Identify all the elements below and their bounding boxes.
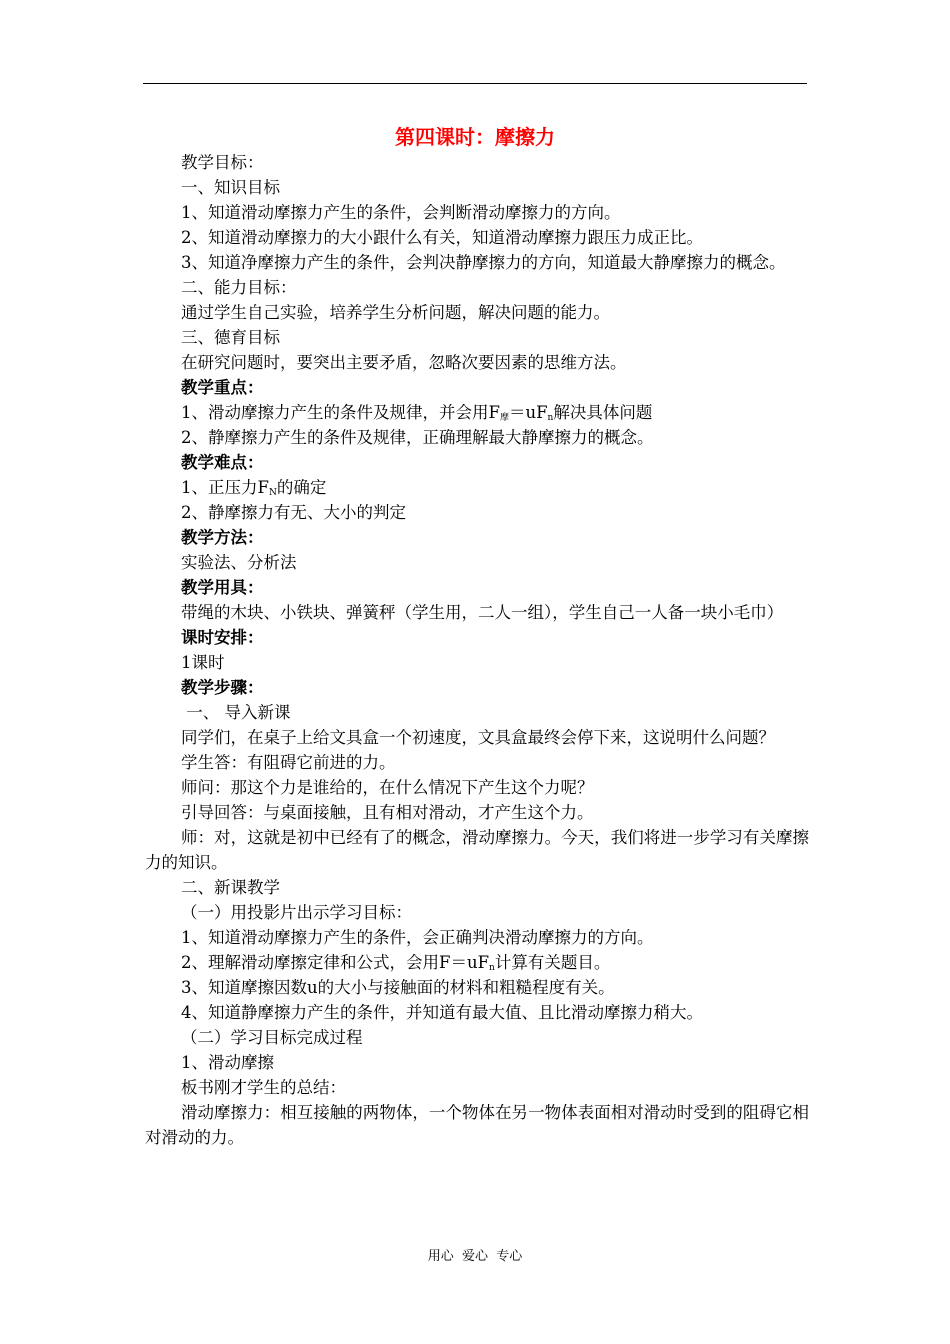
text-run: 解决具体问题	[553, 403, 653, 422]
text-run: 计算有关题目。	[494, 953, 611, 972]
bold-heading: 课时安排：	[181, 628, 264, 647]
paragraph: 师：对，这就是初中已经有了的概念，滑动摩擦力。今天，我们将进一步学习有关摩擦力的知识。	[145, 828, 809, 872]
subscript: n	[547, 413, 554, 423]
lesson-body	[145, 150, 809, 1150]
paragraph: 1、知道滑动摩擦力产生的条件，会正确判决滑动摩擦力的方向。	[181, 928, 654, 947]
paragraph: 实验法、分析法	[181, 553, 297, 572]
paragraph: 4、知道静摩擦力产生的条件，并知道有最大值、且比滑动摩擦力稍大。	[181, 1003, 703, 1022]
paragraph: 教学目标：	[181, 153, 264, 172]
paragraph: 学生答：有阻碍它前进的力。	[181, 753, 396, 772]
paragraph	[145, 950, 809, 975]
bold-heading: 教学方法：	[181, 528, 264, 547]
paragraph: 板书刚才学生的总结：	[181, 1078, 346, 1097]
paragraph: 3、知道净摩擦力产生的条件，会判决静摩擦力的方向，知道最大静摩擦力的概念。	[181, 253, 786, 272]
paragraph: 3、知道摩擦因数u的大小与接触面的材料和粗糙程度有关。	[181, 978, 615, 997]
section-heading: 二、能力目标：	[181, 278, 297, 297]
text-run: 1、滑动摩擦力产生的条件及规律，并会用F	[181, 403, 500, 422]
section-heading: 1、滑动摩擦	[181, 1053, 274, 1072]
lesson-title: 第四课时：摩擦力	[395, 125, 555, 149]
subscript: N	[268, 488, 277, 498]
paragraph: 2、知道滑动摩擦力的大小跟什么有关，知道滑动摩擦力跟压力成正比。	[181, 228, 703, 247]
bold-heading: 教学用具：	[181, 578, 264, 597]
paragraph: 师问：那这个力是谁给的，在什么情况下产生这个力呢？	[181, 778, 594, 797]
subscript: 摩	[499, 413, 509, 423]
bold-heading: 教学步骤：	[181, 678, 264, 697]
section-heading: （一）用投影片出示学习目标：	[181, 903, 412, 922]
paragraph: 通过学生自己实验，培养学生分析问题，解决问题的能力。	[181, 303, 610, 322]
header-rule	[143, 83, 807, 84]
paragraph	[145, 475, 809, 500]
text-run: 的确定	[276, 478, 327, 497]
paragraph: 2、静摩擦力产生的条件及规律，正确理解最大静摩擦力的概念。	[181, 428, 654, 447]
paragraph: 1、知道滑动摩擦力产生的条件，会判断滑动摩擦力的方向。	[181, 203, 621, 222]
paragraph: 引导回答：与桌面接触，且有相对滑动，才产生这个力。	[181, 803, 594, 822]
paragraph: 在研究问题时，要突出主要矛盾，忽略次要因素的思维方法。	[181, 353, 627, 372]
text-run: ＝uF	[508, 403, 548, 422]
page-footer: 用心 爱心 专心	[427, 1249, 523, 1264]
section-heading: 一、 导入新课	[181, 703, 291, 722]
paragraph	[145, 400, 809, 425]
section-heading: 三、德育目标	[181, 328, 280, 347]
paragraph: 1课时	[181, 653, 225, 672]
text-run: 2、理解滑动摩擦定律和公式，会用F＝uF	[181, 953, 490, 972]
section-heading: （二）学习目标完成过程	[181, 1028, 363, 1047]
paragraph: 2、静摩擦力有无、大小的判定	[181, 503, 406, 522]
paragraph: 同学们，在桌子上给文具盒一个初速度，文具盒最终会停下来，这说明什么问题？	[181, 728, 775, 747]
section-heading: 一、知识目标	[181, 178, 280, 197]
section-heading: 二、新课教学	[181, 878, 280, 897]
paragraph: 滑动摩擦力：相互接触的两物体，一个物体在另一物体表面相对滑动时受到的阻碍它相对滑动的力。	[145, 1103, 809, 1147]
paragraph: 带绳的木块、小铁块、弹簧秤（学生用，二人一组），学生自己一人备一块小毛巾）	[181, 603, 784, 622]
subscript: n	[489, 963, 495, 973]
bold-heading: 教学难点：	[181, 453, 264, 472]
bold-heading: 教学重点：	[181, 378, 264, 397]
text-run: 1、正压力F	[181, 478, 269, 497]
